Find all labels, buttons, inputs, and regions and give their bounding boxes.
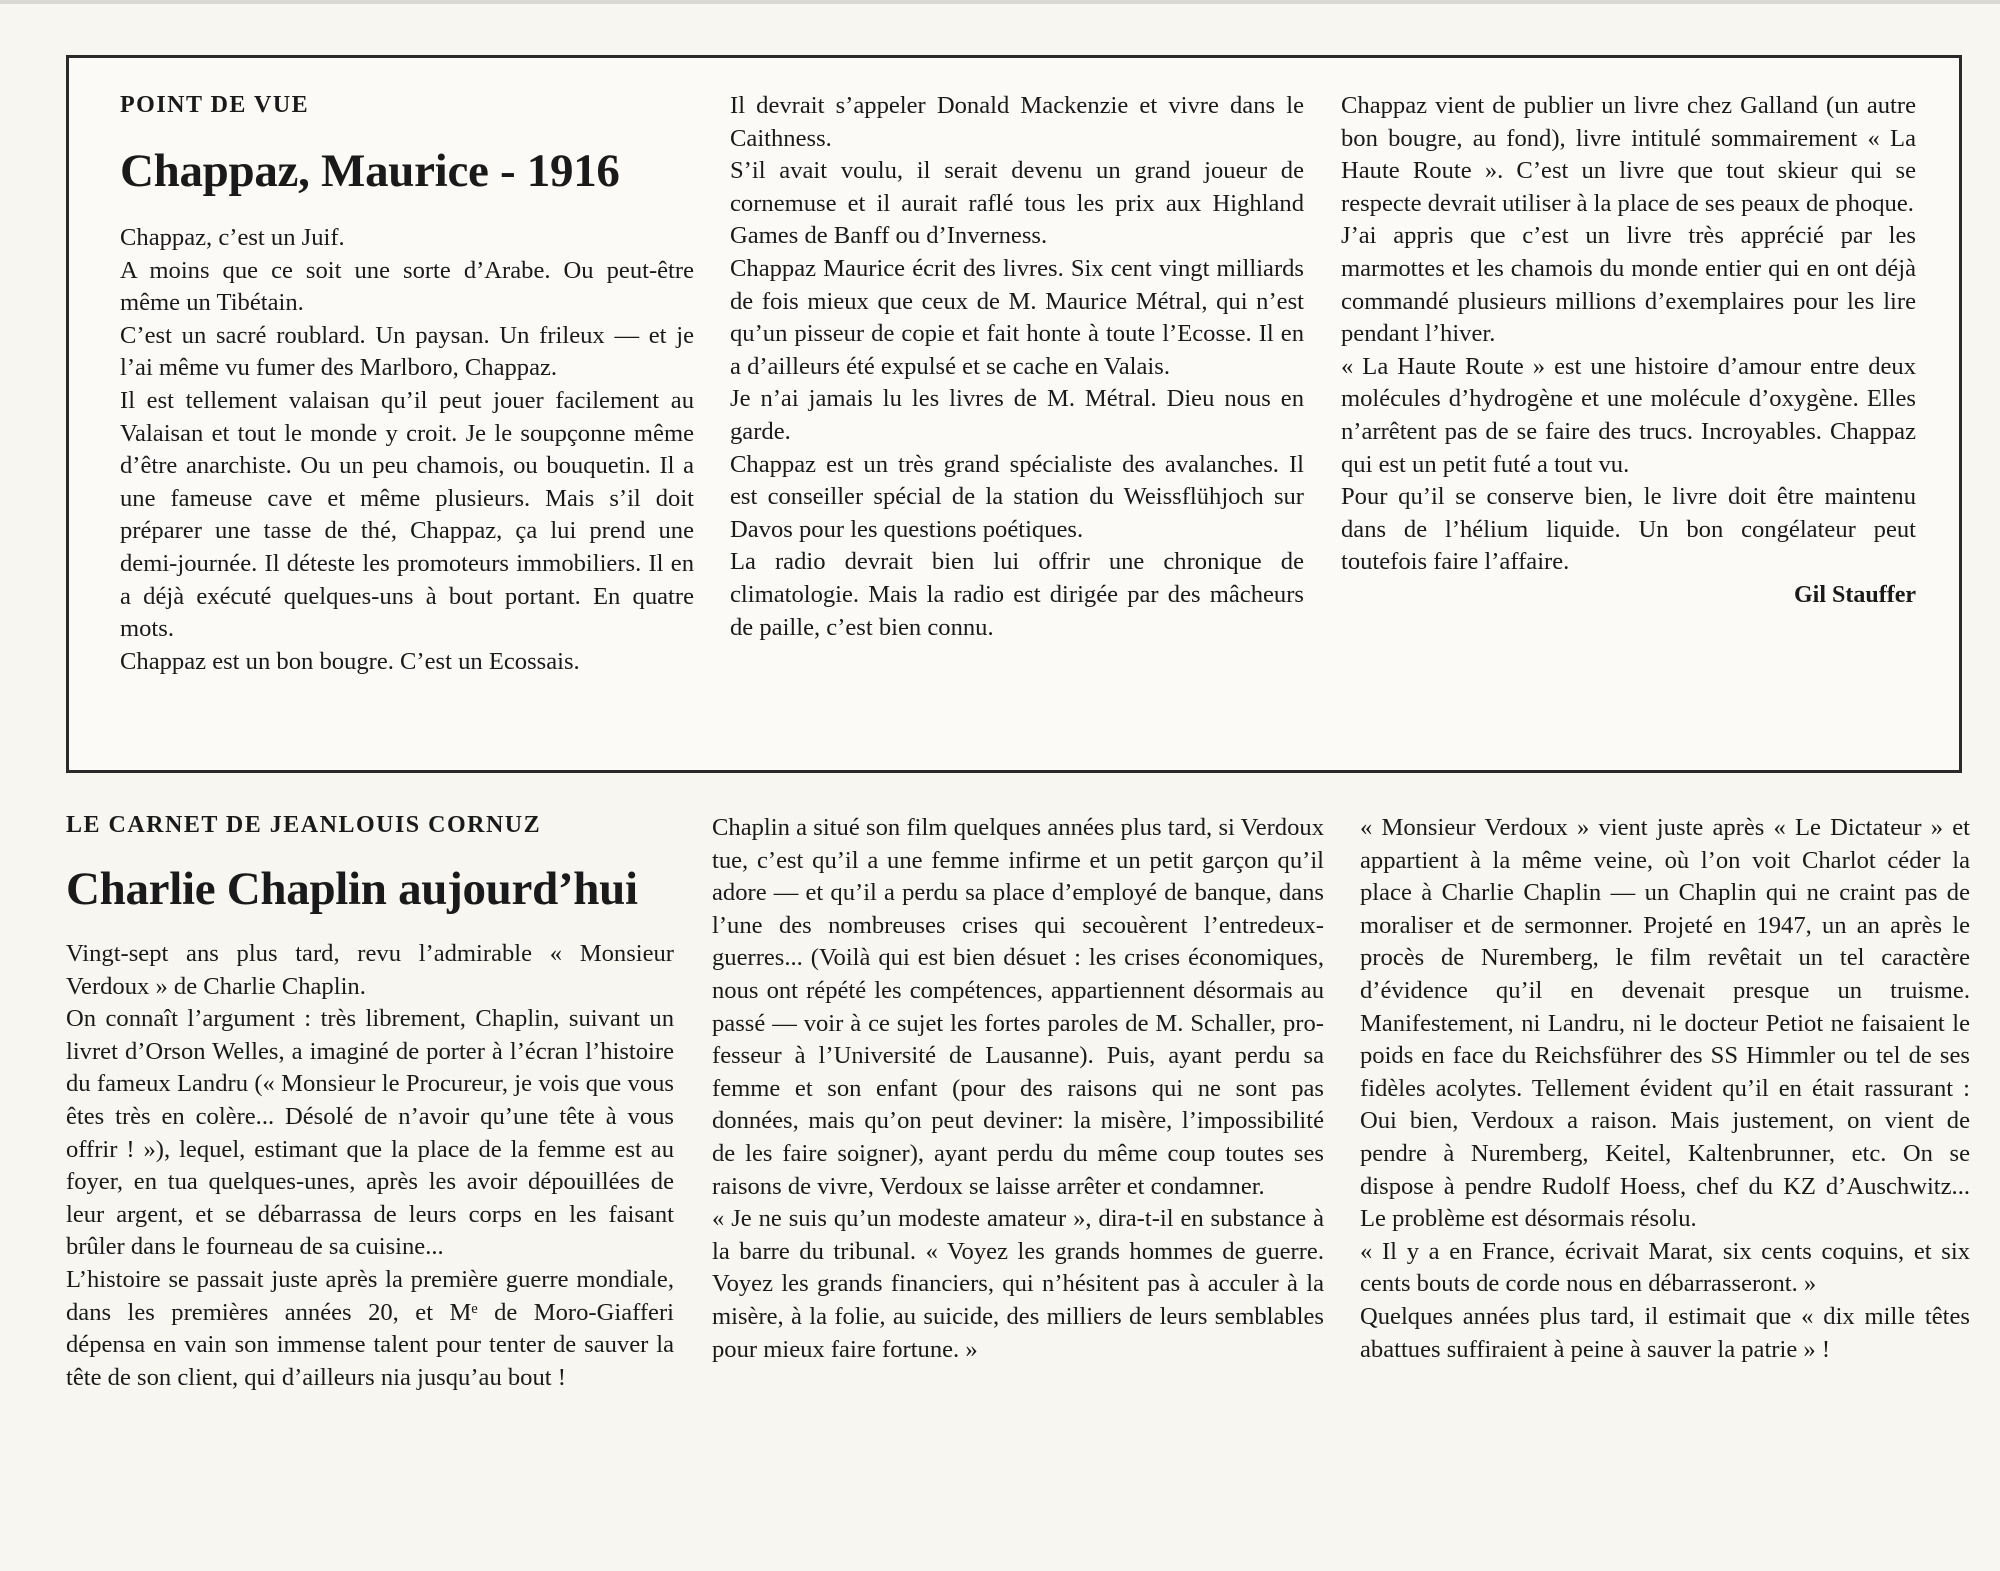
paragraph: Chappaz Maurice écrit des livres. Six cent vingt milliards de fois mieux que ceux de M. Maurice Métral, qui n’est qu’un pisseur de copie et fait honte à toute l’Ecosse. Il en a d’ailleurs été expulsé et se cache en Valais. (730, 254, 1304, 380)
paragraph: On connaît l’argument : très librement, Chaplin, suivant un livret d’Orson Welles, a imaginé de porter à l’écran l’histoire du fameux Landru (« Monsieur le Procureur, je vois que vous êtes très en colère... Désolé de n’avoir qu’une tête à vous offrir ! »), lequel, estimant que la place de la femme est au foyer, en tua quelques-unes, après les avoir dépouillées de leur argent, et se débarrassa de leurs corps en les faisant brûler dans le fourneau de sa cuisine... (66, 1005, 674, 1261)
paragraph: « La Haute Route » est une histoire d’amour entre deux molécules d’hydrogène et une molécule d’oxygène. Elles n’arrêtent pas de se faire des trucs. Incroyables. Chappaz qui est un petit futé a tout vu. (1341, 352, 1916, 478)
article1-column-1 (120, 90, 694, 678)
paragraph: L’histoire se passait juste après la première guerre mondiale, dans les premières années 20, et Mᵉ de Moro-Giafferi dépensa en vain son immense talent pour tenter de sauver la tête de son client, qui d’ailleurs nia jusqu’au bout ! (66, 1265, 674, 1391)
paragraph: « Monsieur Verdoux » vient juste après « Le Dictateur » et appartient à la même veine, où l’on voit Charlot céder la place à Charlie Chaplin — un Chaplin qui ne craint pas de moraliser et de sermonner. Projeté en 1947, un an après le procès de Nuremberg, le film revêtait un tel caractère d’évidence qu’il en devenait presque un truisme. Manifestement, ni Landru, ni le docteur Petiot ne faisaient le poids en face du Reichsführer des SS Himmler ou tel de ses fidèles acolytes. Tellement évident qu’il en était rassurant : Oui bien, Verdoux a raison. Mais justement, on vient de pendre à Nuremberg, Keitel, Kaltenbrunner, etc. On se dispose à pendre Rudolf Hoess, chef du KZ d’Auschwitz... Le problème est désormais résolu. (1360, 814, 1970, 1233)
article1-title: Chappaz, Maurice - 1916 (120, 145, 620, 197)
paragraph: Vingt-sept ans plus tard, revu l’admirable « Monsieur Verdoux » de Charlie Chaplin. (66, 940, 674, 1000)
article2-title: Charlie Chaplin aujourd’hui (66, 863, 638, 915)
paragraph: C’est un sacré roublard. Un paysan. Un frileux — et je l’ai même vu fumer des Marlboro, Chappaz. (120, 321, 694, 382)
paragraph: « Il y a en France, écrivait Marat, six cents coquins, et six cents bouts de corde nous en débarrasseront. » (1360, 1237, 1970, 1298)
paragraph: Chappaz est un bon bougre. C’est un Ecossais. (120, 647, 580, 675)
paragraph: Chappaz vient de publier un livre chez Galland (un autre bon bougre, au fond), livre intitulé sommairement « La Haute Route ». C’est un livre que tout skieur qui se respecte devrait utiliser à la place de ses peaux de phoque. (1341, 92, 1916, 217)
paragraph: A moins que ce soit une sorte d’Arabe. Ou peut-être même un Tibétain. (120, 256, 694, 317)
article2-kicker: LE CARNET DE JEANLOUIS CORNUZ (66, 812, 542, 838)
paragraph: Je n’ai jamais lu les livres de M. Métral. Dieu nous en garde. (730, 385, 1304, 445)
article1-signature: Gil Stauffer (1794, 581, 1916, 608)
paragraph: « Je ne suis qu’un modeste amateur », dira-t-il en substance à la barre du tribunal. « Voyez les grands hommes de guerre. Voyez les grands financiers, qui n’hésitent pas à acculer à la misère, à la folie, au suicide, des milliers de leurs semblables pour mieux faire fortune. » (712, 1205, 1324, 1363)
paragraph: Chappaz est un très grand spécialiste des avalanches. Il est conseiller spécial de la station du Weissflühjoch sur Davos pour les questions poétiques. (730, 450, 1304, 543)
paragraph: J’ai appris que c’est un livre très apprécié par les marmottes et les chamois du monde entier qui en ont déjà commandé plusieurs millions d’exemplaires pour les lire pendant l’hiver. (1341, 222, 1916, 348)
paragraph: S’il avait voulu, il serait devenu un grand joueur de cornemuse et il aurait raflé tous les prix aux Highland Games de Banff ou d’Inverness. (730, 157, 1304, 250)
paragraph: Il devrait s’appeler Donald Mackenzie et vivre dans le Caithness. (730, 92, 1304, 152)
article2-column-1 (66, 810, 674, 1394)
article1-kicker: POINT DE VUE (120, 92, 310, 118)
paragraph: Chappaz, c’est un Juif. (120, 224, 345, 251)
article2-column-3 (1360, 812, 1970, 1366)
paragraph: Chaplin a situé son film quelques années plus tard, si Verdoux tue, c’est qu’il a une femme infirme et un petit garçon qu’il adore — et qu’il a perdu sa place d’employé de banque, dans l’une des nombreuses crises qui secouèrent l’entredeux-guerres... (Voilà qui est bien désuet : les crises économiques, nous ont répété les compétences, appartiennent désormais au passé — voir à ce sujet les fortes paroles de M. Schaller, professeur à l’Université de Lausanne). Puis, ayant perdu sa femme et son enfant (pour des raisons qui ne sont pas données, mais qu’on peut deviner: la misère, l’impossibilité de les faire soigner), ayant perdu du même coup toutes ses raisons de vivre, Verdoux se laisse arrêter et condamner. (712, 814, 1324, 1200)
page-top-edge (0, 0, 2000, 4)
paragraph: La radio devrait bien lui offrir une chronique de climatologie. Mais la radio est dirigée par des mâcheurs de paille, c’est bien connu. (730, 548, 1304, 641)
paragraph: Pour qu’il se conserve bien, le livre doit être maintenu dans de l’hélium liquide. Un bon congélateur peut toutefois faire l’affaire. (1341, 483, 1916, 576)
paragraph: Quelques années plus tard, il estimait que « dix mille têtes abattues suffiraient à peine à sauver la patrie » ! (1360, 1302, 1970, 1363)
paragraph: Il est tellement valaisan qu’il peut jouer facilement au Valaisan et tout le monde y croit. Je le soupçonne même d’être anarchiste. Ou un peu chamois, ou bouquetin. Il a une fameuse cave et même plusieurs. Mais s’il doit préparer une tasse de thé, Chappaz, ça lui prend une demi-journée. Il déteste les promoteurs immobiliers. Il en a déjà exécuté quelques-uns à bout portant. En quatre mots. (120, 386, 694, 643)
article1-column-2 (730, 90, 1304, 644)
article1-column-3 (1341, 90, 1916, 612)
article2-column-2 (712, 812, 1324, 1366)
